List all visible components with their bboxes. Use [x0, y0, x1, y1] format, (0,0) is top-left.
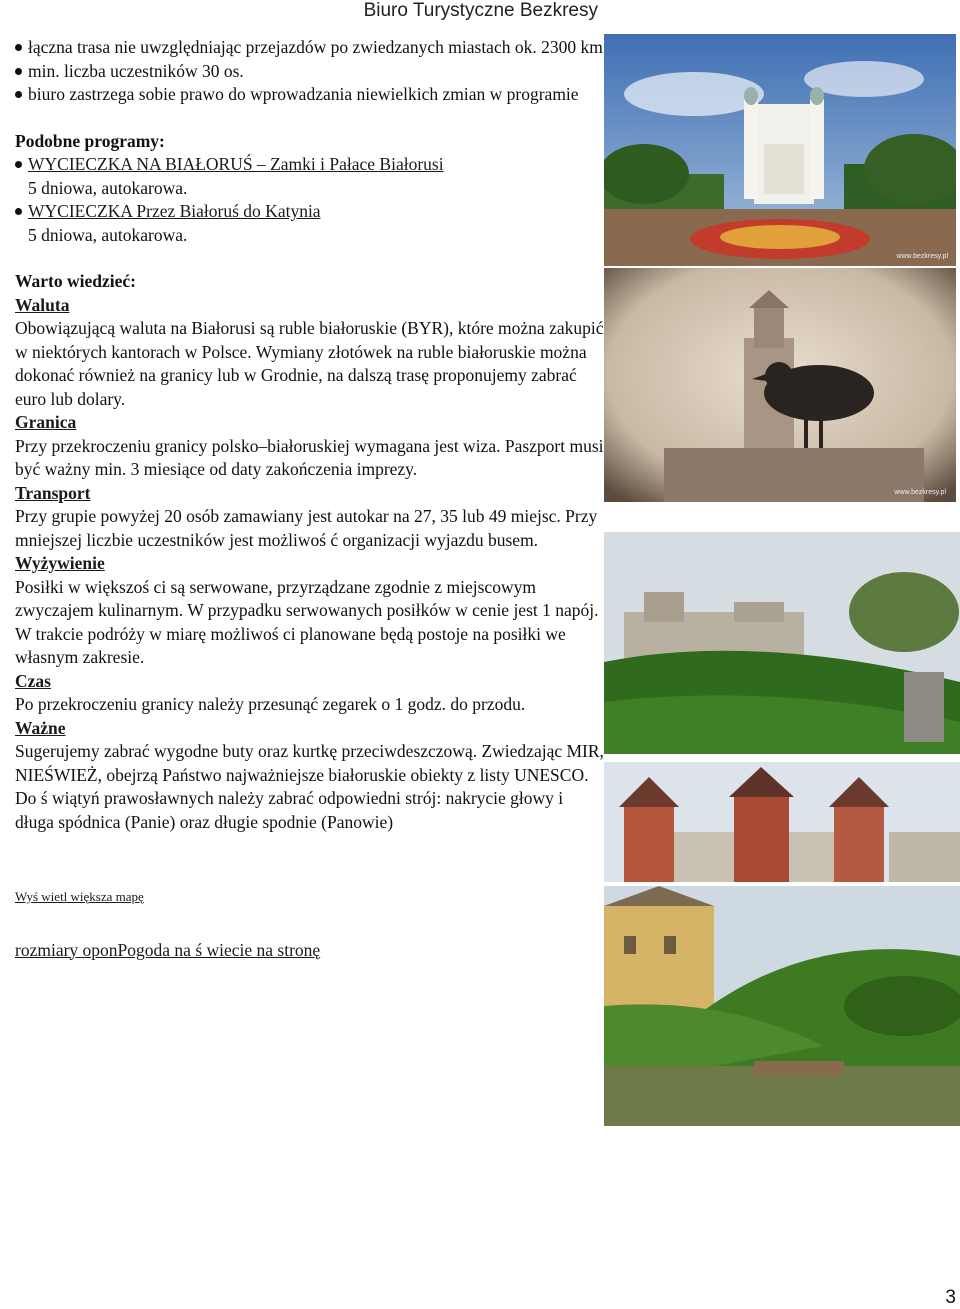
section-text-waluta: Obowiązującą waluta na Białorusi są ruble białoruskie (BYR), które można zakupić w niektórych kantorach w Polsce. Wymiany złotówek na ruble białoruskie można dokonać również na granicy lub w Grodnie, na dalszą trasę proponujemy zabrać euro lub dolary.: [15, 318, 604, 409]
similar-item: [28, 153, 605, 200]
tires-link[interactable]: rozmiary opon: [15, 939, 118, 960]
list-item: biuro zastrzega sobie prawo do wprowadzania niewielkich zmian w programie: [28, 83, 605, 107]
section-title-czas: Czas: [15, 670, 51, 691]
section-text-granica: Przy przekroczeniu granicy polsko–białoruskiej wymagana jest wiza. Paszport musi być ważny min. 3 miesiące od daty zakończenia imprezy.: [15, 435, 604, 479]
list-item: min. liczba uczestników 30 os.: [28, 60, 605, 84]
weather-link[interactable]: Pogoda na ś wiecie na stronę: [117, 939, 321, 960]
similar-heading: Podobne programy:: [15, 130, 165, 151]
photo-castle-hill: [604, 532, 960, 754]
worth-knowing-heading: Warto wiedzieć:: [15, 271, 136, 291]
map-link[interactable]: Wyś wietl większa mapę: [15, 889, 144, 904]
photo-church-square: [604, 34, 956, 266]
info-list: [15, 36, 605, 107]
section-title-transport: Transport: [15, 482, 91, 503]
section-text-wyzywienie: Posiłki w większoś ci są serwowane, przyrządzane zgodnie z miejscowym zwyczajem kulinarnym. W przypadku serwowanych posiłków w cenie jest 1 napój. W trakcie podróży w miarę możliwoś ci planowane będą postoje na posiłki we własnym zakresie.: [15, 576, 599, 667]
similar-link-2[interactable]: WYCIECZKA Przez Białoruś do Katynia: [28, 201, 321, 221]
section-text-wazne: Sugerujemy zabrać wygodne buty oraz kurtkę przeciwdeszczową. Zwiedzając MIR, NIEŚWIEŻ, obejrzą Państwo najważniejsze białoruskie obiekty z listy UNESCO. Do ś wiątyń prawosławnych należy zabrać odpowiedni strój: nakrycie głowy i długa spódnica (Panie) oraz długie spodnie (Panowie): [15, 741, 604, 832]
list-item: łączna trasa nie uwzględniając przejazdów po zwiedzanych miastach ok. 2300 km: [28, 36, 605, 60]
similar-note: 5 dniowa, autokarowa.: [28, 224, 188, 245]
page-header: Biuro Turystyczne Bezkresy: [363, 0, 598, 21]
similar-list: [15, 153, 605, 247]
section-title-wazne: Ważne: [15, 717, 66, 738]
photo-watermark: www.bezkresy.pl: [896, 253, 948, 260]
similar-item: [28, 200, 605, 247]
section-title-wyzywienie: Wyżywienie: [15, 553, 105, 573]
footer-links: [15, 939, 605, 963]
photo-nesvizh-castle: [604, 886, 960, 1126]
section-title-granica: Granica: [15, 412, 77, 432]
photo-crow-tower: [604, 268, 956, 502]
page-number: 3: [945, 1287, 956, 1308]
section-title-waluta: Waluta: [15, 294, 70, 315]
section-text-czas: Po przekroczeniu granicy należy przesunąć zegarek o 1 godz. do przodu.: [15, 694, 526, 714]
similar-link-1[interactable]: WYCIECZKA NA BIAŁORUŚ – Zamki i Pałace Białorusi: [28, 154, 444, 174]
similar-note: 5 dniowa, autokarowa.: [28, 177, 188, 198]
photo-mir-castle: [604, 762, 960, 882]
main-text: [15, 36, 605, 962]
photo-watermark: www.bezkresy.pl: [894, 489, 946, 496]
section-text-transport: Przy grupie powyżej 20 osób zamawiany jest autokar na 27, 35 lub 49 miejsc. Przy mniejszej liczbie uczestników jest możliwoś ć organizacji wyjazdu busem.: [15, 506, 598, 550]
